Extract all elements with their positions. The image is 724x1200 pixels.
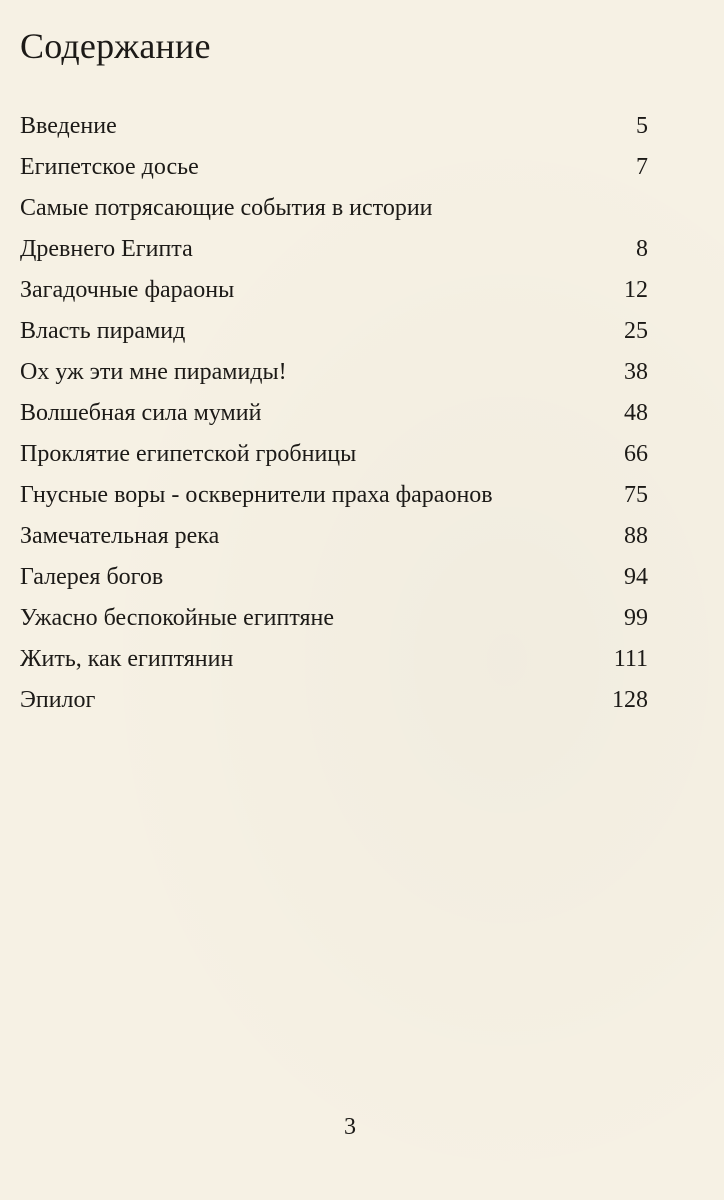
toc-entry-title: Проклятие египетской гробницы <box>20 441 357 467</box>
toc-entry <box>20 352 648 393</box>
toc-entry <box>20 106 648 147</box>
toc-entry <box>20 434 648 475</box>
toc-entry <box>20 270 648 311</box>
toc-entry-title: Египетское досье <box>20 154 199 180</box>
toc-entry-title: Жить, как египтянин <box>20 646 234 672</box>
toc-entry <box>20 598 648 639</box>
toc-entry-page: 128 <box>612 687 648 713</box>
toc-entry-title: Ох уж эти мне пирамиды! <box>20 359 287 385</box>
toc-entry-page: 5 <box>636 113 648 139</box>
page-title: Содержание <box>20 26 211 66</box>
toc-entry-page: 75 <box>624 482 648 508</box>
toc-entry-page: 12 <box>624 277 648 303</box>
toc-entry <box>20 475 648 516</box>
toc-entry <box>20 311 648 352</box>
toc-entry <box>20 147 648 188</box>
toc-entry-page: 48 <box>624 400 648 426</box>
page-number: 3 <box>344 1114 356 1140</box>
toc-entry-page: 99 <box>624 605 648 631</box>
toc-entry <box>20 680 648 721</box>
toc-entry-page: 66 <box>624 441 648 467</box>
toc-entry-title: Волшебная сила мумий <box>20 400 262 426</box>
toc-entry-page: 88 <box>624 523 648 549</box>
toc-entry-page: 7 <box>636 154 648 180</box>
toc-entry-page: 111 <box>613 646 648 672</box>
toc-entry-title: Древнего Египта <box>20 236 193 262</box>
toc-entry-title: Самые потрясающие события в истории <box>20 195 433 221</box>
toc-entry-title: Эпилог <box>20 687 96 713</box>
toc-entry-page: 25 <box>624 318 648 344</box>
table-of-contents <box>20 106 648 721</box>
toc-entry-title: Власть пирамид <box>20 318 186 344</box>
toc-entry-line-2 <box>20 229 648 270</box>
toc-entry-title: Гнусные воры - осквернители праха фараонов <box>20 482 493 508</box>
toc-entry-title: Замечательная река <box>20 523 220 549</box>
toc-entry-line-1 <box>20 188 648 229</box>
toc-entry <box>20 639 648 680</box>
toc-entry <box>20 393 648 434</box>
toc-entry-page: 38 <box>624 359 648 385</box>
toc-entry-title: Введение <box>20 113 117 139</box>
toc-entry <box>20 557 648 598</box>
toc-entry-page: 8 <box>636 236 648 262</box>
toc-entry-title: Ужасно беспокойные египтяне <box>20 605 335 631</box>
toc-entry <box>20 516 648 557</box>
toc-entry-page: 94 <box>624 564 648 590</box>
toc-entry-title: Загадочные фараоны <box>20 277 235 303</box>
toc-entry-title: Галерея богов <box>20 564 164 590</box>
